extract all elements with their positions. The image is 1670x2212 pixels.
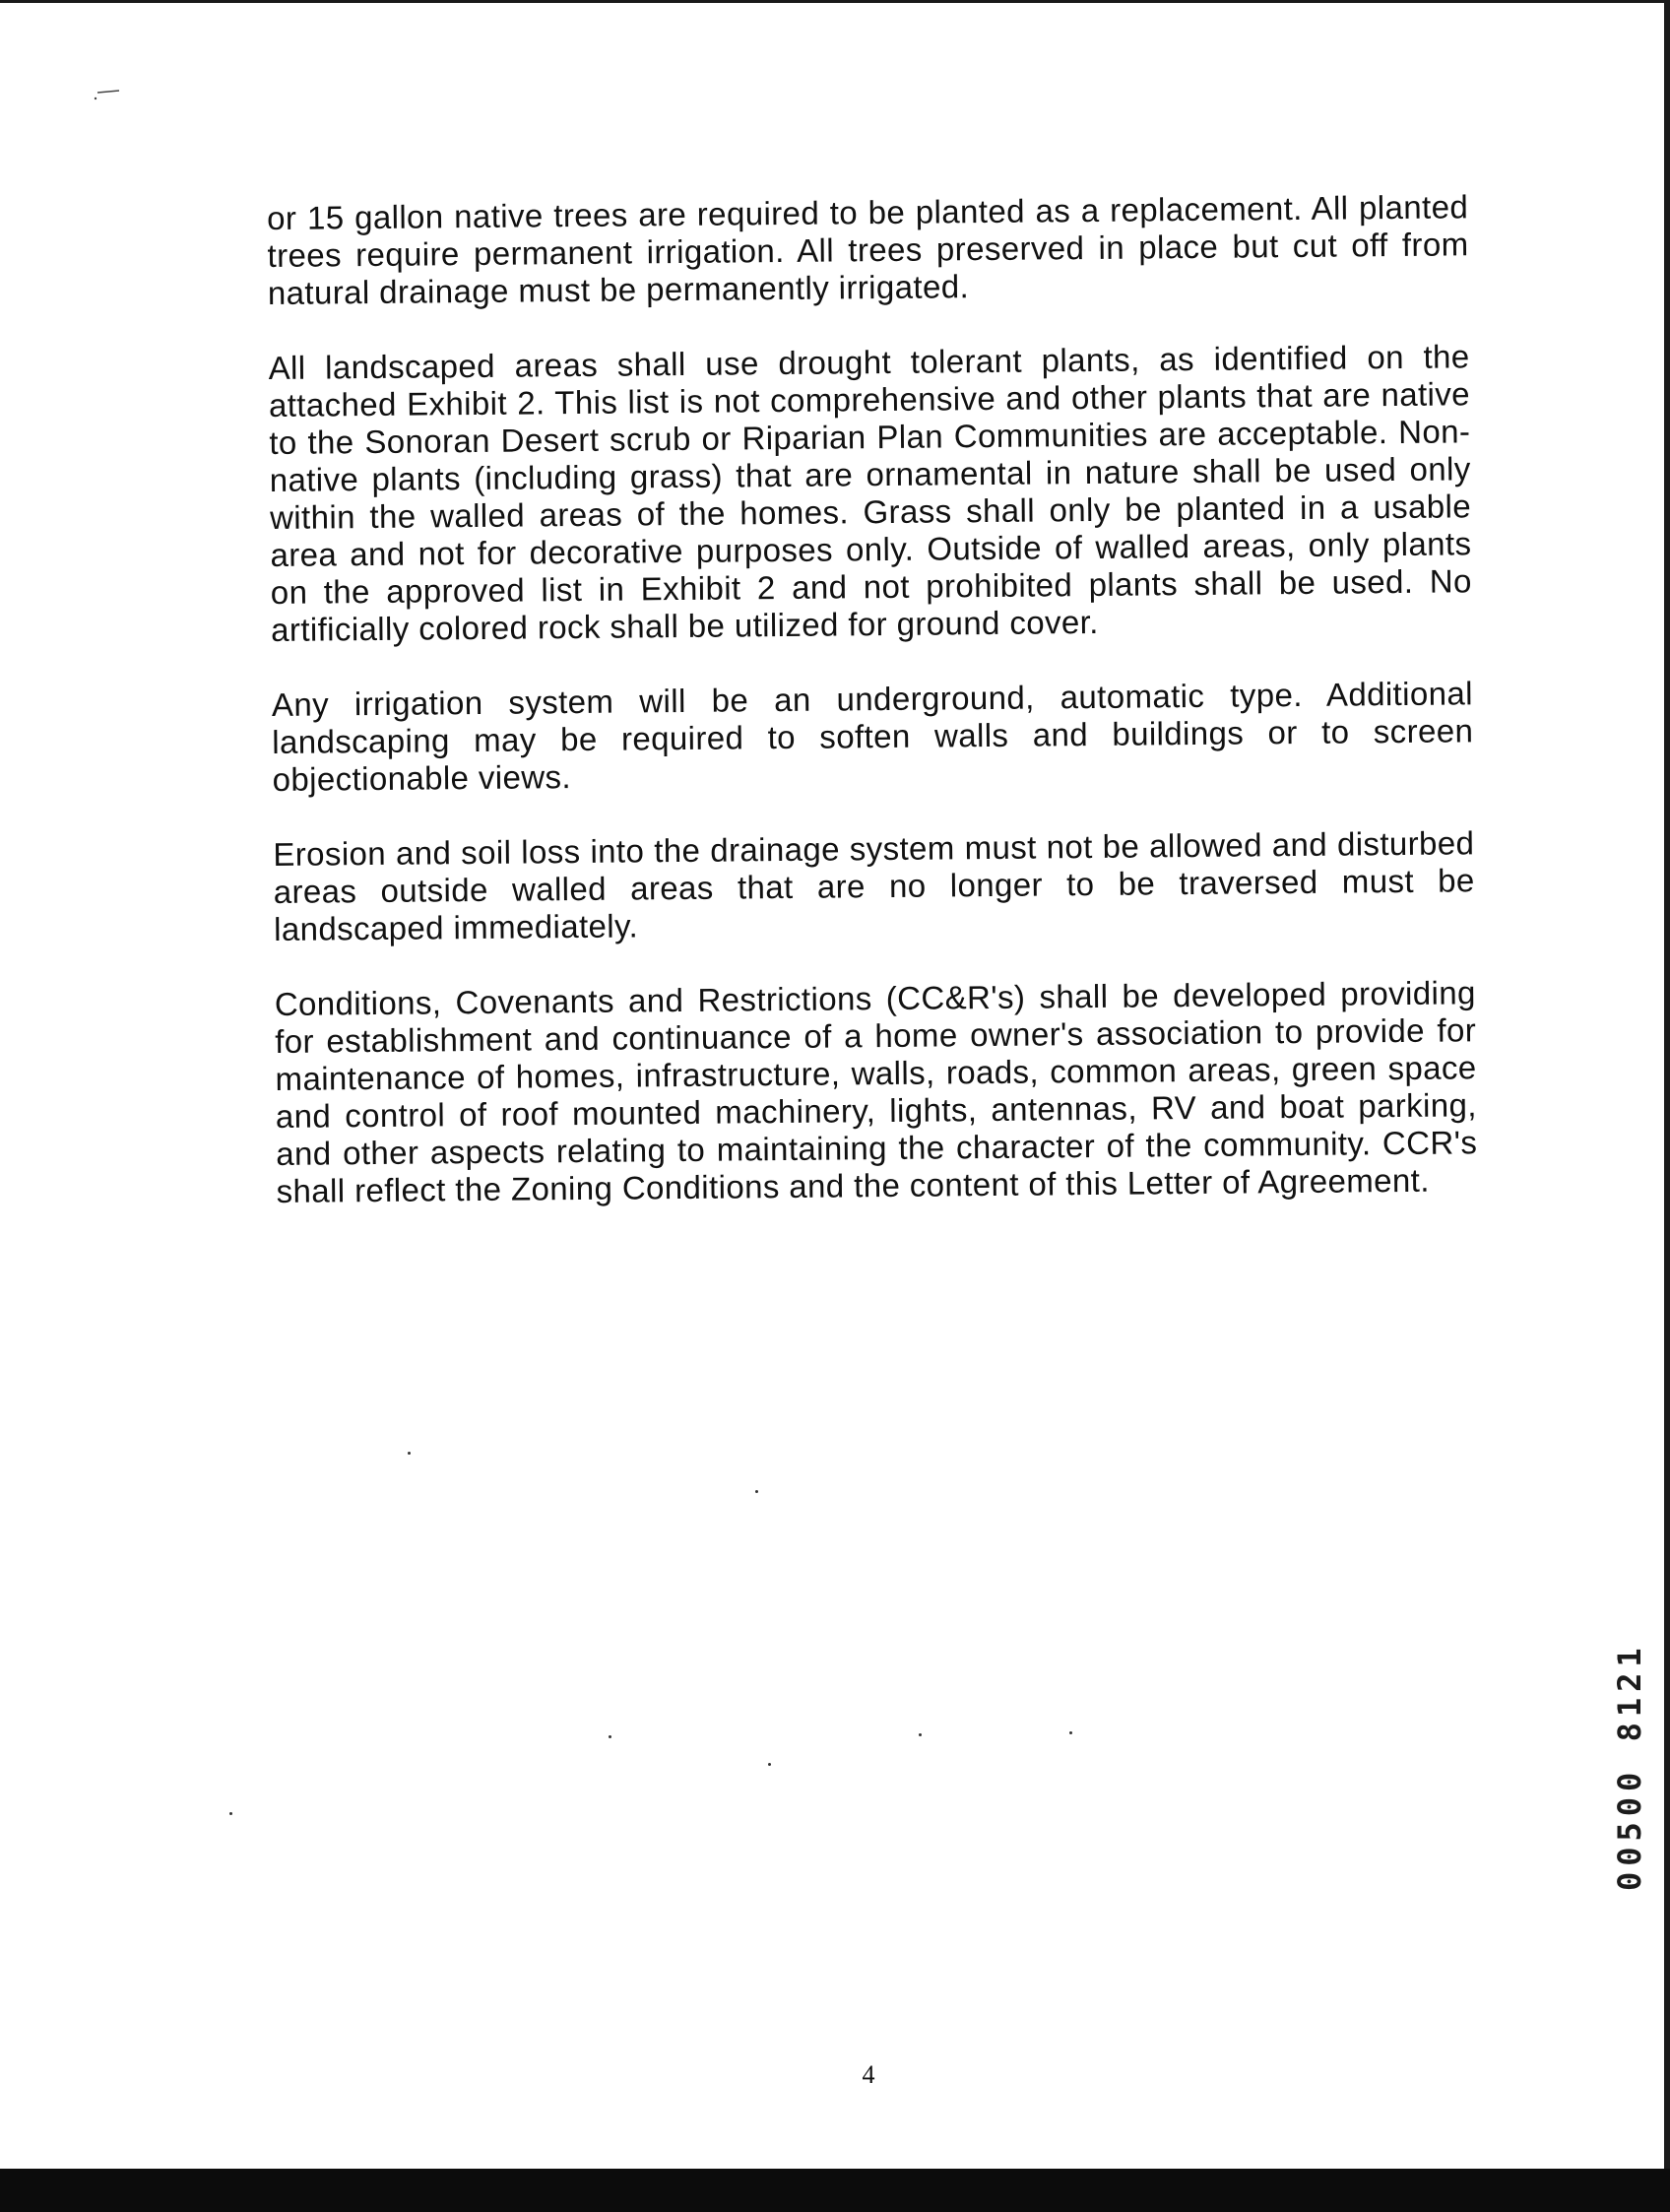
paragraph-erosion-control: Erosion and soil loss into the drainage system must not be allowed and disturbed areas outside walled areas that are no longer to be traversed must be landscaped immediately.: [273, 824, 1475, 947]
scan-speck: [609, 1735, 611, 1738]
scan-speck: [755, 1490, 758, 1493]
scan-speck: [408, 1452, 411, 1455]
scan-corner-mark: [94, 87, 123, 100]
document-body: [267, 188, 1478, 1248]
scan-speck: [768, 1763, 771, 1766]
scan-edge-bottom: [0, 2169, 1670, 2212]
paragraph-drought-tolerant-plants: All landscaped areas shall use drought tolerant plants, as identified on the attached Exhibit 2. This list is not comprehensive and other plants that are native to the Sonoran Desert scrub or Riparian Plan Communities are acceptable. Non-native plants (including grass) that are ornamental in nature shall be used only within the walled areas of the homes. Grass shall only be planted in a usable area and not for decorative purposes only. Outside of walled areas, only plants on the approved list in Exhibit 2 and not prohibited plants shall be used. No artificially colored rock shall be utilized for ground cover.: [268, 338, 1472, 648]
paragraph-irrigation-system: Any irrigation system will be an underground, automatic type. Additional landscaping may be required to soften walls and buildings or to screen objectionable views.: [271, 675, 1474, 798]
scan-edge-right: [1664, 0, 1670, 2212]
paragraph-tree-replacement: or 15 gallon native trees are required to be planted as a replacement. All planted trees require permanent irrigation. All trees preserved in place but cut off from natural drainage must be permanently irrigated.: [267, 188, 1469, 311]
scan-speck: [229, 1812, 232, 1815]
page-number: 4: [862, 2060, 875, 2089]
scan-edge-top: [0, 0, 1670, 3]
scan-speck: [919, 1733, 922, 1736]
bates-number-stamp: 00500 8121: [1611, 1642, 1648, 1891]
paragraph-ccrs: Conditions, Covenants and Restrictions (CC&R's) shall be developed providing for establishment and continuance of a home owner's association to provide for maintenance of homes, infrastructure, walls, roads, common areas, green space and control of roof mounted machinery, lights, antennas, RV and boat parking, and other aspects relating to maintaining the character of the community. CCR's shall reflect the Zoning Conditions and the content of this Letter of Agreement.: [274, 974, 1478, 1209]
scan-speck: [1069, 1731, 1072, 1734]
